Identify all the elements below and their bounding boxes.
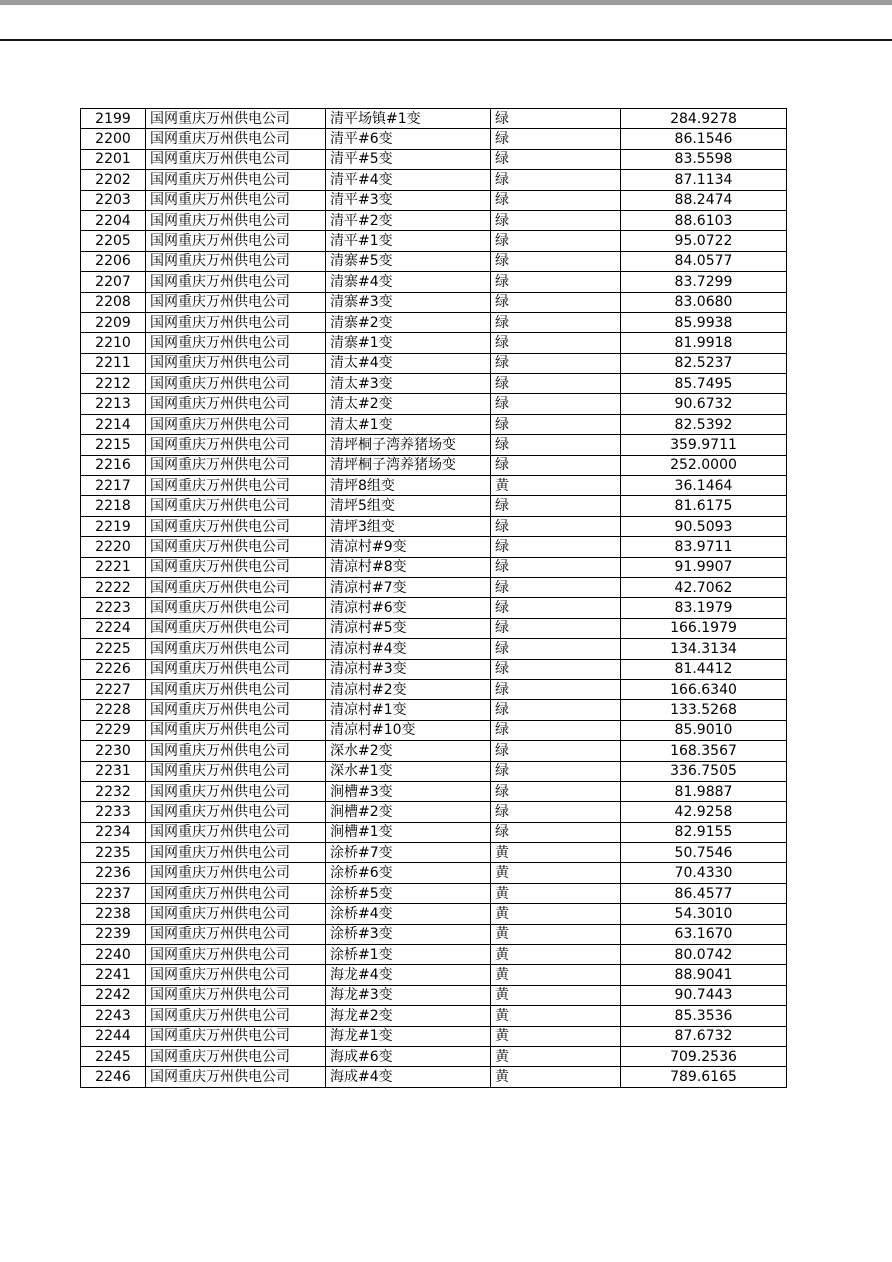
- status-cell: 绿: [491, 394, 621, 414]
- value-cell: 86.1546: [621, 129, 787, 149]
- table-row: [81, 781, 787, 801]
- value-cell: 81.4412: [621, 659, 787, 679]
- value-cell: 252.0000: [621, 455, 787, 475]
- status-cell: 绿: [491, 720, 621, 740]
- row-number-cell: 2237: [81, 883, 146, 903]
- row-number-cell: 2216: [81, 455, 146, 475]
- status-cell: 绿: [491, 312, 621, 332]
- transformer-name-cell: 涧槽#1变: [326, 822, 491, 842]
- status-cell: 黄: [491, 965, 621, 985]
- row-number-cell: 2221: [81, 557, 146, 577]
- transformer-name-cell: 清太#2变: [326, 394, 491, 414]
- row-number-cell: 2219: [81, 516, 146, 536]
- value-cell: 95.0722: [621, 231, 787, 251]
- status-cell: 黄: [491, 863, 621, 883]
- transformer-name-cell: 海成#4变: [326, 1067, 491, 1087]
- transformer-name-cell: 清坪8组变: [326, 476, 491, 496]
- table-row: [81, 109, 787, 129]
- table-row: [81, 394, 787, 414]
- status-cell: 绿: [491, 414, 621, 434]
- value-cell: 83.7299: [621, 272, 787, 292]
- table-row: [81, 1026, 787, 1046]
- status-cell: 绿: [491, 781, 621, 801]
- table-row: [81, 537, 787, 557]
- status-cell: 绿: [491, 679, 621, 699]
- table-row: [81, 802, 787, 822]
- transformer-name-cell: 涧槽#3变: [326, 781, 491, 801]
- table-row: [81, 231, 787, 251]
- table-row: [81, 129, 787, 149]
- value-cell: 63.1670: [621, 924, 787, 944]
- company-cell: 国网重庆万州供电公司: [146, 496, 326, 516]
- value-cell: 54.3010: [621, 904, 787, 924]
- table-row: [81, 374, 787, 394]
- status-cell: 绿: [491, 129, 621, 149]
- status-cell: 黄: [491, 843, 621, 863]
- value-cell: 134.3134: [621, 639, 787, 659]
- status-cell: 绿: [491, 210, 621, 230]
- status-cell: 绿: [491, 353, 621, 373]
- row-number-cell: 2223: [81, 598, 146, 618]
- transformer-name-cell: 清坪5组变: [326, 496, 491, 516]
- value-cell: 36.1464: [621, 476, 787, 496]
- row-number-cell: 2227: [81, 679, 146, 699]
- table-row: [81, 639, 787, 659]
- company-cell: 国网重庆万州供电公司: [146, 924, 326, 944]
- company-cell: 国网重庆万州供电公司: [146, 802, 326, 822]
- transformer-name-cell: 海龙#1变: [326, 1026, 491, 1046]
- row-number-cell: 2232: [81, 781, 146, 801]
- company-cell: 国网重庆万州供电公司: [146, 781, 326, 801]
- status-cell: 绿: [491, 292, 621, 312]
- transformer-name-cell: 清太#1变: [326, 414, 491, 434]
- row-number-cell: 2217: [81, 476, 146, 496]
- table-row: [81, 251, 787, 271]
- transformer-name-cell: 清平场镇#1变: [326, 109, 491, 129]
- table-row: [81, 414, 787, 434]
- status-cell: 绿: [491, 455, 621, 475]
- status-cell: 绿: [491, 333, 621, 353]
- transformer-name-cell: 涂桥#3变: [326, 924, 491, 944]
- value-cell: 90.7443: [621, 985, 787, 1005]
- status-cell: 绿: [491, 516, 621, 536]
- value-cell: 284.9278: [621, 109, 787, 129]
- transformer-name-cell: 清平#1变: [326, 231, 491, 251]
- row-number-cell: 2242: [81, 985, 146, 1005]
- table-row: [81, 741, 787, 761]
- status-cell: 绿: [491, 109, 621, 129]
- table-row: [81, 904, 787, 924]
- status-cell: 黄: [491, 1006, 621, 1026]
- company-cell: 国网重庆万州供电公司: [146, 333, 326, 353]
- row-number-cell: 2212: [81, 374, 146, 394]
- value-cell: 81.9918: [621, 333, 787, 353]
- table-row: [81, 455, 787, 475]
- row-number-cell: 2206: [81, 251, 146, 271]
- value-cell: 42.7062: [621, 577, 787, 597]
- company-cell: 国网重庆万州供电公司: [146, 945, 326, 965]
- row-number-cell: 2215: [81, 435, 146, 455]
- status-cell: 绿: [491, 741, 621, 761]
- table-row: [81, 822, 787, 842]
- value-cell: 336.7505: [621, 761, 787, 781]
- transformer-name-cell: 海成#6变: [326, 1046, 491, 1066]
- value-cell: 70.4330: [621, 863, 787, 883]
- table-row: [81, 924, 787, 944]
- transformer-name-cell: 涂桥#1变: [326, 945, 491, 965]
- value-cell: 86.4577: [621, 883, 787, 903]
- table-row: [81, 1067, 787, 1087]
- row-number-cell: 2211: [81, 353, 146, 373]
- transformer-name-cell: 清寨#1变: [326, 333, 491, 353]
- status-cell: 黄: [491, 883, 621, 903]
- transformer-name-cell: 海龙#2变: [326, 1006, 491, 1026]
- value-cell: 81.6175: [621, 496, 787, 516]
- value-cell: 90.5093: [621, 516, 787, 536]
- table-row: [81, 210, 787, 230]
- value-cell: 42.9258: [621, 802, 787, 822]
- value-cell: 83.5598: [621, 149, 787, 169]
- row-number-cell: 2228: [81, 700, 146, 720]
- status-cell: 黄: [491, 1046, 621, 1066]
- value-cell: 82.5392: [621, 414, 787, 434]
- transformer-name-cell: 清凉村#8变: [326, 557, 491, 577]
- status-cell: 绿: [491, 557, 621, 577]
- transformer-name-cell: 清寨#3变: [326, 292, 491, 312]
- company-cell: 国网重庆万州供电公司: [146, 659, 326, 679]
- row-number-cell: 2239: [81, 924, 146, 944]
- table-row: [81, 1006, 787, 1026]
- status-cell: 绿: [491, 598, 621, 618]
- status-cell: 绿: [491, 577, 621, 597]
- transformer-name-cell: 清坪3组变: [326, 516, 491, 536]
- row-number-cell: 2200: [81, 129, 146, 149]
- status-cell: 黄: [491, 1067, 621, 1087]
- transformer-name-cell: 清凉村#1变: [326, 700, 491, 720]
- status-cell: 绿: [491, 618, 621, 638]
- company-cell: 国网重庆万州供电公司: [146, 353, 326, 373]
- company-cell: 国网重庆万州供电公司: [146, 251, 326, 271]
- row-number-cell: 2202: [81, 170, 146, 190]
- company-cell: 国网重庆万州供电公司: [146, 577, 326, 597]
- status-cell: 绿: [491, 190, 621, 210]
- row-number-cell: 2222: [81, 577, 146, 597]
- status-cell: 绿: [491, 639, 621, 659]
- row-number-cell: 2201: [81, 149, 146, 169]
- header-divider-line: [0, 39, 892, 41]
- status-cell: 绿: [491, 700, 621, 720]
- table-row: [81, 883, 787, 903]
- table-row: [81, 435, 787, 455]
- transformer-name-cell: 清凉村#10变: [326, 720, 491, 740]
- company-cell: 国网重庆万州供电公司: [146, 476, 326, 496]
- transformer-name-cell: 清寨#2变: [326, 312, 491, 332]
- transformer-name-cell: 清凉村#4变: [326, 639, 491, 659]
- value-cell: 82.9155: [621, 822, 787, 842]
- company-cell: 国网重庆万州供电公司: [146, 210, 326, 230]
- status-cell: 黄: [491, 945, 621, 965]
- transformer-name-cell: 清凉村#7变: [326, 577, 491, 597]
- value-cell: 88.9041: [621, 965, 787, 985]
- table-row: [81, 679, 787, 699]
- row-number-cell: 2229: [81, 720, 146, 740]
- value-cell: 85.9938: [621, 312, 787, 332]
- row-number-cell: 2236: [81, 863, 146, 883]
- company-cell: 国网重庆万州供电公司: [146, 863, 326, 883]
- row-number-cell: 2208: [81, 292, 146, 312]
- company-cell: 国网重庆万州供电公司: [146, 965, 326, 985]
- transformer-name-cell: 清太#3变: [326, 374, 491, 394]
- table-row: [81, 516, 787, 536]
- company-cell: 国网重庆万州供电公司: [146, 170, 326, 190]
- transformer-data-table: [80, 108, 787, 1088]
- company-cell: 国网重庆万州供电公司: [146, 455, 326, 475]
- value-cell: 88.2474: [621, 190, 787, 210]
- value-cell: 166.6340: [621, 679, 787, 699]
- row-number-cell: 2218: [81, 496, 146, 516]
- table-row: [81, 985, 787, 1005]
- table-row: [81, 577, 787, 597]
- table-row: [81, 170, 787, 190]
- row-number-cell: 2245: [81, 1046, 146, 1066]
- company-cell: 国网重庆万州供电公司: [146, 149, 326, 169]
- value-cell: 88.6103: [621, 210, 787, 230]
- value-cell: 709.2536: [621, 1046, 787, 1066]
- company-cell: 国网重庆万州供电公司: [146, 190, 326, 210]
- value-cell: 359.9711: [621, 435, 787, 455]
- transformer-name-cell: 清平#2变: [326, 210, 491, 230]
- status-cell: 绿: [491, 231, 621, 251]
- company-cell: 国网重庆万州供电公司: [146, 761, 326, 781]
- status-cell: 绿: [491, 496, 621, 516]
- table-row: [81, 618, 787, 638]
- company-cell: 国网重庆万州供电公司: [146, 720, 326, 740]
- company-cell: 国网重庆万州供电公司: [146, 537, 326, 557]
- row-number-cell: 2204: [81, 210, 146, 230]
- row-number-cell: 2214: [81, 414, 146, 434]
- value-cell: 85.7495: [621, 374, 787, 394]
- table-row: [81, 272, 787, 292]
- table-row: [81, 496, 787, 516]
- row-number-cell: 2207: [81, 272, 146, 292]
- company-cell: 国网重庆万州供电公司: [146, 985, 326, 1005]
- status-cell: 绿: [491, 435, 621, 455]
- transformer-name-cell: 涂桥#5变: [326, 883, 491, 903]
- transformer-name-cell: 清平#5变: [326, 149, 491, 169]
- transformer-name-cell: 深水#2变: [326, 741, 491, 761]
- transformer-name-cell: 清凉村#5变: [326, 618, 491, 638]
- row-number-cell: 2213: [81, 394, 146, 414]
- transformer-name-cell: 清寨#4变: [326, 272, 491, 292]
- status-cell: 绿: [491, 822, 621, 842]
- value-cell: 81.9887: [621, 781, 787, 801]
- transformer-name-cell: 涂桥#6变: [326, 863, 491, 883]
- table-body: [81, 109, 787, 1088]
- row-number-cell: 2233: [81, 802, 146, 822]
- table-row: [81, 149, 787, 169]
- company-cell: 国网重庆万州供电公司: [146, 883, 326, 903]
- status-cell: 黄: [491, 985, 621, 1005]
- value-cell: 87.1134: [621, 170, 787, 190]
- company-cell: 国网重庆万州供电公司: [146, 435, 326, 455]
- company-cell: 国网重庆万州供电公司: [146, 1067, 326, 1087]
- row-number-cell: 2238: [81, 904, 146, 924]
- top-edge-strip: [0, 0, 892, 5]
- row-number-cell: 2220: [81, 537, 146, 557]
- row-number-cell: 2235: [81, 843, 146, 863]
- company-cell: 国网重庆万州供电公司: [146, 822, 326, 842]
- table-row: [81, 292, 787, 312]
- company-cell: 国网重庆万州供电公司: [146, 639, 326, 659]
- company-cell: 国网重庆万州供电公司: [146, 1026, 326, 1046]
- table-row: [81, 863, 787, 883]
- company-cell: 国网重庆万州供电公司: [146, 292, 326, 312]
- value-cell: 80.0742: [621, 945, 787, 965]
- transformer-name-cell: 涂桥#7变: [326, 843, 491, 863]
- company-cell: 国网重庆万州供电公司: [146, 109, 326, 129]
- company-cell: 国网重庆万州供电公司: [146, 516, 326, 536]
- table-row: [81, 945, 787, 965]
- company-cell: 国网重庆万州供电公司: [146, 394, 326, 414]
- value-cell: 83.9711: [621, 537, 787, 557]
- status-cell: 绿: [491, 761, 621, 781]
- row-number-cell: 2225: [81, 639, 146, 659]
- value-cell: 50.7546: [621, 843, 787, 863]
- table-row: [81, 761, 787, 781]
- company-cell: 国网重庆万州供电公司: [146, 557, 326, 577]
- row-number-cell: 2243: [81, 1006, 146, 1026]
- transformer-name-cell: 清凉村#2变: [326, 679, 491, 699]
- status-cell: 绿: [491, 374, 621, 394]
- status-cell: 绿: [491, 149, 621, 169]
- company-cell: 国网重庆万州供电公司: [146, 700, 326, 720]
- transformer-name-cell: 海龙#4变: [326, 965, 491, 985]
- company-cell: 国网重庆万州供电公司: [146, 679, 326, 699]
- table-row: [81, 333, 787, 353]
- transformer-name-cell: 涧槽#2变: [326, 802, 491, 822]
- value-cell: 85.3536: [621, 1006, 787, 1026]
- row-number-cell: 2224: [81, 618, 146, 638]
- value-cell: 133.5268: [621, 700, 787, 720]
- table-row: [81, 1046, 787, 1066]
- company-cell: 国网重庆万州供电公司: [146, 231, 326, 251]
- status-cell: 绿: [491, 802, 621, 822]
- table-row: [81, 353, 787, 373]
- company-cell: 国网重庆万州供电公司: [146, 374, 326, 394]
- company-cell: 国网重庆万州供电公司: [146, 1046, 326, 1066]
- value-cell: 789.6165: [621, 1067, 787, 1087]
- transformer-name-cell: 清平#3变: [326, 190, 491, 210]
- value-cell: 83.0680: [621, 292, 787, 312]
- company-cell: 国网重庆万州供电公司: [146, 129, 326, 149]
- status-cell: 绿: [491, 272, 621, 292]
- status-cell: 黄: [491, 1026, 621, 1046]
- row-number-cell: 2241: [81, 965, 146, 985]
- transformer-name-cell: 清坪桐子湾养猪场变: [326, 455, 491, 475]
- table-row: [81, 190, 787, 210]
- table-row: [81, 659, 787, 679]
- row-number-cell: 2246: [81, 1067, 146, 1087]
- transformer-name-cell: 涂桥#4变: [326, 904, 491, 924]
- table-row: [81, 700, 787, 720]
- status-cell: 绿: [491, 537, 621, 557]
- company-cell: 国网重庆万州供电公司: [146, 312, 326, 332]
- company-cell: 国网重庆万州供电公司: [146, 843, 326, 863]
- row-number-cell: 2244: [81, 1026, 146, 1046]
- transformer-name-cell: 清坪桐子湾养猪场变: [326, 435, 491, 455]
- row-number-cell: 2210: [81, 333, 146, 353]
- transformer-name-cell: 清凉村#9变: [326, 537, 491, 557]
- value-cell: 84.0577: [621, 251, 787, 271]
- transformer-name-cell: 清太#4变: [326, 353, 491, 373]
- company-cell: 国网重庆万州供电公司: [146, 1006, 326, 1026]
- table-row: [81, 843, 787, 863]
- status-cell: 黄: [491, 924, 621, 944]
- row-number-cell: 2240: [81, 945, 146, 965]
- company-cell: 国网重庆万州供电公司: [146, 598, 326, 618]
- table-row: [81, 598, 787, 618]
- transformer-name-cell: 清凉村#3变: [326, 659, 491, 679]
- value-cell: 83.1979: [621, 598, 787, 618]
- status-cell: 绿: [491, 170, 621, 190]
- value-cell: 168.3567: [621, 741, 787, 761]
- status-cell: 绿: [491, 251, 621, 271]
- value-cell: 91.9907: [621, 557, 787, 577]
- value-cell: 90.6732: [621, 394, 787, 414]
- company-cell: 国网重庆万州供电公司: [146, 414, 326, 434]
- table-row: [81, 965, 787, 985]
- row-number-cell: 2209: [81, 312, 146, 332]
- table-row: [81, 312, 787, 332]
- row-number-cell: 2231: [81, 761, 146, 781]
- transformer-name-cell: 清平#6变: [326, 129, 491, 149]
- status-cell: 黄: [491, 904, 621, 924]
- table-row: [81, 557, 787, 577]
- transformer-name-cell: 深水#1变: [326, 761, 491, 781]
- transformer-name-cell: 清凉村#6变: [326, 598, 491, 618]
- row-number-cell: 2226: [81, 659, 146, 679]
- company-cell: 国网重庆万州供电公司: [146, 618, 326, 638]
- row-number-cell: 2199: [81, 109, 146, 129]
- row-number-cell: 2234: [81, 822, 146, 842]
- company-cell: 国网重庆万州供电公司: [146, 904, 326, 924]
- company-cell: 国网重庆万州供电公司: [146, 272, 326, 292]
- value-cell: 87.6732: [621, 1026, 787, 1046]
- company-cell: 国网重庆万州供电公司: [146, 741, 326, 761]
- table-row: [81, 476, 787, 496]
- value-cell: 166.1979: [621, 618, 787, 638]
- row-number-cell: 2230: [81, 741, 146, 761]
- value-cell: 85.9010: [621, 720, 787, 740]
- table-row: [81, 720, 787, 740]
- value-cell: 82.5237: [621, 353, 787, 373]
- row-number-cell: 2205: [81, 231, 146, 251]
- row-number-cell: 2203: [81, 190, 146, 210]
- transformer-name-cell: 清寨#5变: [326, 251, 491, 271]
- status-cell: 黄: [491, 476, 621, 496]
- transformer-name-cell: 海龙#3变: [326, 985, 491, 1005]
- transformer-name-cell: 清平#4变: [326, 170, 491, 190]
- status-cell: 绿: [491, 659, 621, 679]
